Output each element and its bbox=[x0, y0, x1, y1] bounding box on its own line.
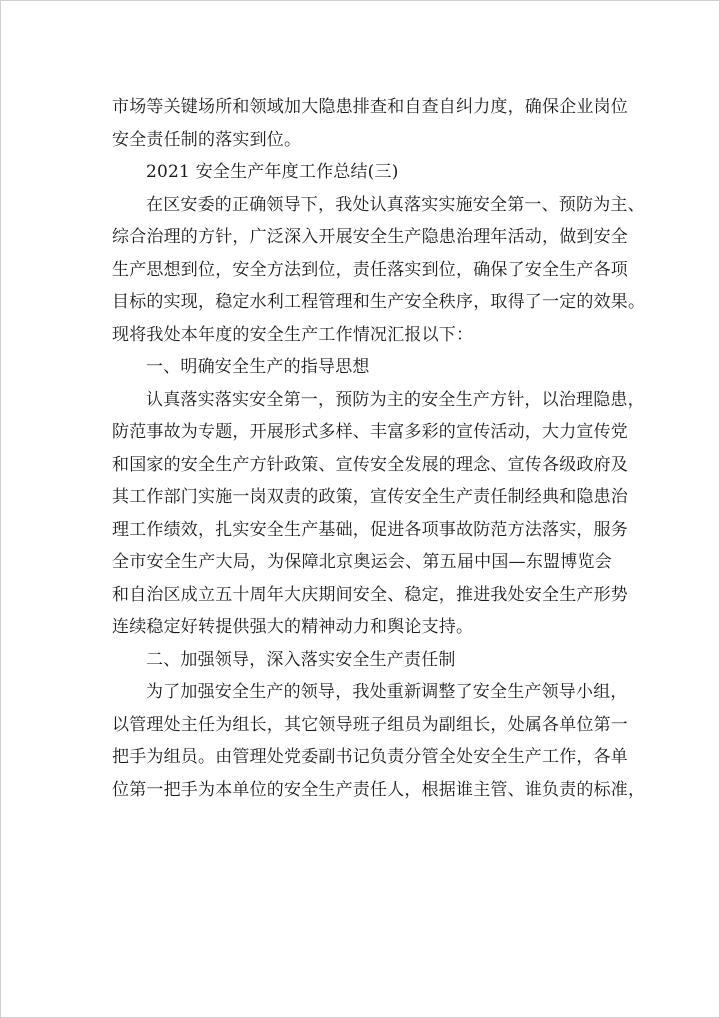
document-body bbox=[112, 91, 646, 806]
heading: 一、明确安全生产的指导思想 bbox=[146, 357, 370, 377]
text-line: 防范事故为专题，开展形式多样、丰富多彩的宣传活动，大力宣传党 bbox=[112, 422, 628, 442]
text-line: 为了加强安全生产的领导，我处重新调整了安全生产领导小组， bbox=[146, 682, 628, 702]
text-line: 连续稳定好转提供强大的精神动力和舆论支持。 bbox=[112, 617, 474, 637]
text-line: 安全责任制的落实到位。 bbox=[112, 129, 302, 150]
text-line: 位第一把手为本单位的安全生产责任人，根据谁主管、谁负责的标准， bbox=[112, 779, 646, 800]
text-line: 和自治区成立五十周年大庆期间安全、稳定，推进我处安全生产形势 bbox=[112, 584, 628, 605]
text-line: 生产思想到位，安全方法到位，责任落实到位，确保了安全生产各项 bbox=[112, 259, 628, 280]
text-line: 认真落实落实安全第一，预防为主的安全生产方针，以治理隐患， bbox=[146, 389, 645, 410]
text-line: 理工作绩效，扎实安全生产基础，促进各项事故防范方法落实，服务 bbox=[112, 519, 628, 540]
text-line: 在区安委的正确领导下，我处认真落实实施安全第一、预防为主、 bbox=[146, 194, 645, 215]
heading: 二、加强领导，深入落实安全生产责任制 bbox=[146, 649, 456, 670]
text-line: 目标的实现，稳定水利工程管理和生产安全秩序，取得了一定的效果。 bbox=[112, 292, 646, 312]
text-line: 以管理处主任为组长，其它领导班子组员为副组长，处属各单位第一 bbox=[112, 714, 628, 735]
text-line: 其工作部门实施一岗双责的政策，宣传安全生产责任制经典和隐患治 bbox=[112, 487, 628, 507]
text-line: 和国家的安全生产方针政策、宣传安全发展的理念、宣传各级政府及 bbox=[112, 454, 628, 475]
text-line: 综合治理的方针，广泛深入开展安全生产隐患治理年活动，做到安全 bbox=[112, 227, 628, 247]
text-line: 把手为组员。由管理处党委副书记负责分管全处安全生产工作，各单 bbox=[112, 747, 628, 767]
text-line: 现将我处本年度的安全生产工作情况汇报以下： bbox=[112, 324, 474, 345]
text-line: 市场等关键场所和领域加大隐患排查和自查自纠力度，确保企业岗位 bbox=[112, 97, 628, 117]
section-title: 2021 安全生产年度工作总结(三) bbox=[146, 162, 399, 182]
text-line: 全市安全生产大局，为保障北京奥运会、第五届中国—东盟博览会 bbox=[112, 552, 612, 572]
